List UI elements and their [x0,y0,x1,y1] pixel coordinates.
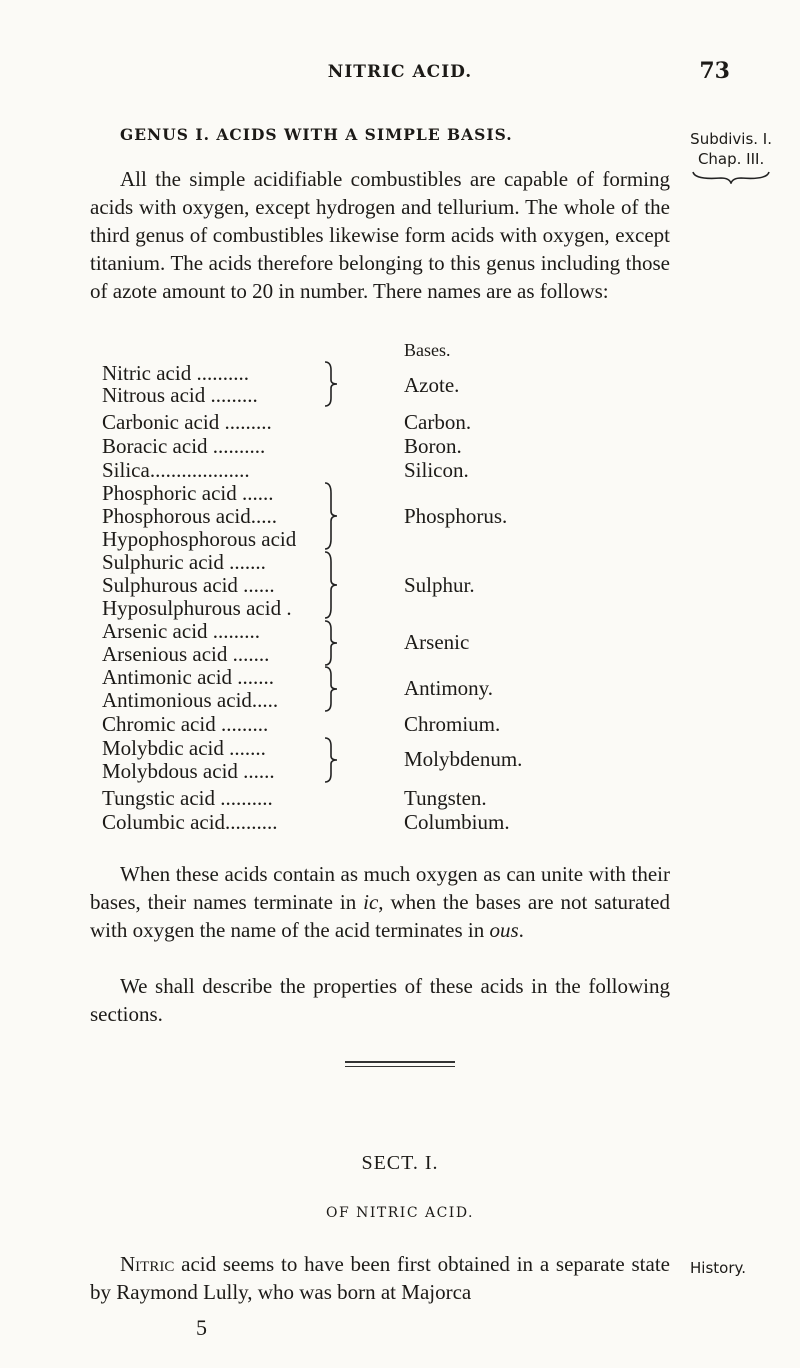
base-name: Sulphur. [404,573,475,597]
paragraph-text: acid seems to have been first obtained in a separate state by Raymond Lully, who was born at Majorca [90,1252,670,1304]
base-name: Boron. [404,434,462,458]
acid-name: Carbonic acid ......... [102,410,272,434]
running-head: NITRIC ACID. [327,62,473,82]
base-name: Molybdenum. [404,747,523,771]
section-title: SECT. I. [361,1152,439,1174]
page-number: 73 [699,58,730,84]
history-paragraph [90,1250,670,1306]
bases-header: Bases. [404,340,451,360]
acid-name: Silica................... [102,458,250,482]
side-note-history: History. [690,1259,746,1277]
paragraph-text: , when the bases are not saturated with oxygen the name of the acid terminates in [90,890,670,942]
brace-icon [322,550,340,620]
lead-word: Nitric [120,1252,175,1276]
margin-note [690,129,772,189]
acid-name: Antimonic acid ....... [102,665,275,689]
brace-icon [322,360,340,408]
base-name: Silicon. [404,458,469,482]
acid-name: Hyposulphurous acid . [102,596,292,620]
paragraph-text: . [518,918,524,942]
brace-icon [322,665,340,713]
intro-paragraph: All the simple acidifiable combustibles are capable of forming acids with oxygen, except hydrogen and tellurium. The whole of the third genus of combustibles likewise form acids with oxygen, except titanium. The acids therefore belonging to this genus including those of azote amount to 20 in number. There names are as follows: [90,167,670,303]
margin-note-chapter: Chap. III. [697,150,765,168]
acid-name: Arsenic acid ......... [102,619,261,643]
acid-name: Sulphuric acid ....... [102,550,266,574]
acid-name: Chromic acid ......... [102,712,269,736]
acid-name: Boracic acid .......... [102,434,266,458]
acid-name: Sulphurous acid ...... [102,573,275,597]
section-subtitle: OF NITRIC ACID. [325,1205,475,1221]
suffix-ic: ic [363,890,379,914]
base-name: Columbium. [404,810,510,834]
base-name: Arsenic [404,630,470,654]
sections-paragraph: We shall describe the properties of these acids in the following sections. [90,974,670,1026]
acid-name: Molybdic acid ....... [102,736,266,760]
acid-name: Phosphorous acid..... [102,504,277,528]
acid-name: Nitric acid .......... [102,361,249,385]
acid-name: Antimonious acid..... [102,688,279,712]
suffix-ous: ous [489,918,519,942]
signature-mark: 5 [196,1315,207,1340]
paragraph-text: When these acids contain as much oxygen as can unite with their bases, their names terminate in [90,862,670,914]
acid-name: Hypophosphorous acid [102,527,297,551]
base-name: Azote. [404,373,460,397]
acid-name: Arsenious acid ....... [102,642,270,666]
acid-name: Molybdous acid ...... [102,759,275,783]
brace-icon [322,736,340,784]
section-divider [345,1061,455,1067]
terminology-paragraph [90,860,670,944]
acid-name: Phosphoric acid ...... [102,481,274,505]
genus-heading: GENUS I. ACIDS WITH A SIMPLE BASIS. [120,125,513,144]
brace-icon [322,481,340,551]
acid-name: Tungstic acid .......... [102,786,273,810]
base-name: Phosphorus. [404,504,508,528]
base-name: Antimony. [404,676,494,700]
base-name: Carbon. [404,410,472,434]
margin-note-subdivision: Subdivis. I. [690,130,772,148]
acid-name: Columbic acid.......... [102,810,278,834]
brace-icon [322,619,340,667]
base-name: Tungsten. [404,786,487,810]
margin-brace-icon [691,170,771,184]
base-name: Chromium. [404,712,501,736]
acid-name: Nitrous acid ......... [102,383,258,407]
